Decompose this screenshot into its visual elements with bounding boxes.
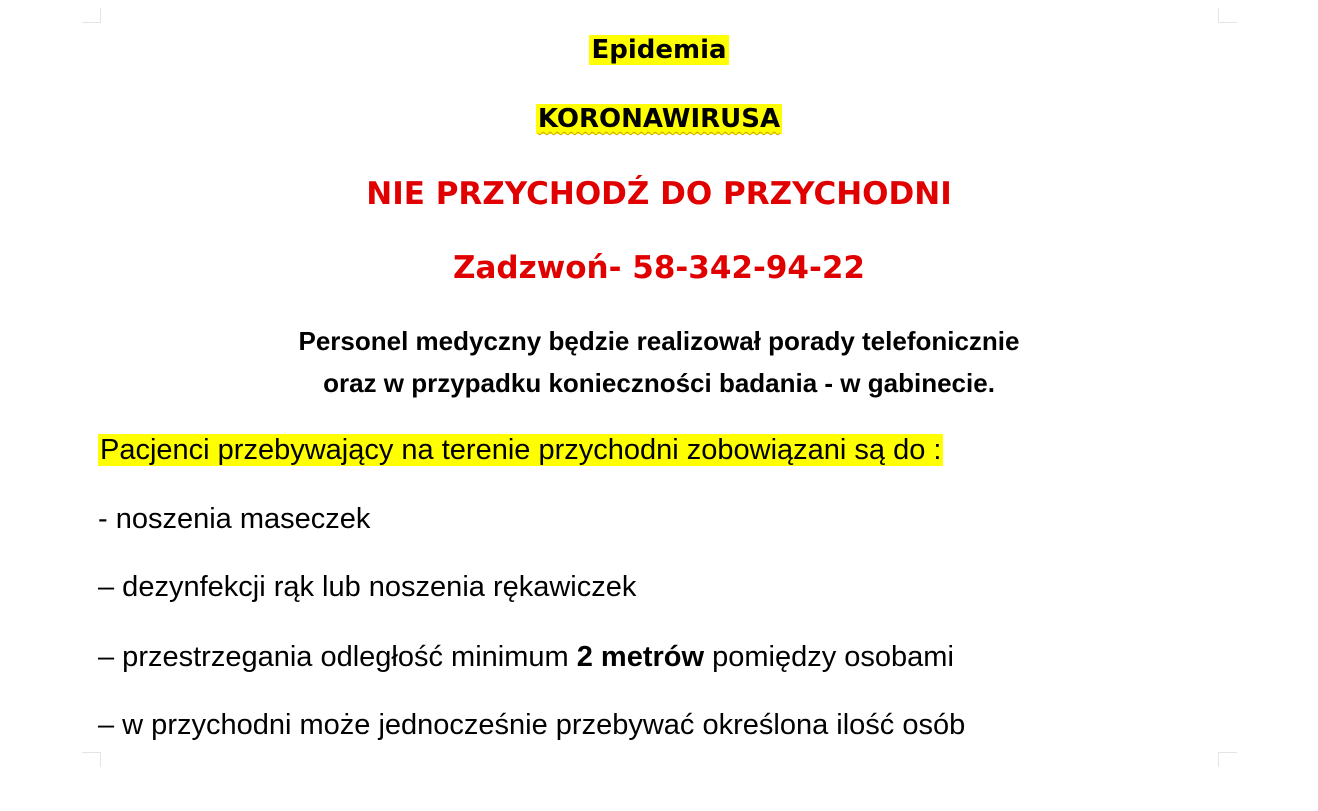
warning-headline: NIE PRZYCHODŹ DO PRZYCHODNI — [366, 176, 952, 212]
title-epidemia-text: Epidemia — [591, 35, 727, 65]
rules-intro — [98, 431, 943, 469]
rule-item-distance-bold: 2 metrów — [576, 641, 705, 673]
rule-item-distance-before: – przestrzegania odległość minimum — [98, 641, 577, 673]
title-koronawirusa-text: KORONAWIRUSA — [537, 104, 781, 134]
rule-item-distance-after: pomiędzy osobami — [704, 641, 954, 673]
call-phone-number: Zadzwoń- 58-342-94-22 — [452, 250, 866, 286]
title-epidemia — [0, 30, 1318, 70]
page-corner-mark — [1218, 8, 1237, 23]
rules-intro-text: Pacjenci przebywający na terenie przychodni zobowiązani są do : — [100, 434, 942, 466]
info-line-2: oraz w przypadku konieczności badania - w gabinecie. — [323, 368, 995, 398]
rule-item-limited-people: – w przychodni może jednocześnie przebywać określona ilość osób — [98, 709, 966, 741]
rule-item-distance — [98, 638, 954, 676]
title-koronawirusa — [0, 99, 1318, 139]
page-corner-mark — [82, 8, 101, 23]
info-line-1: Personel medyczny będzie realizował porady telefonicznie — [298, 326, 1020, 356]
rule-item-masks: - noszenia maseczek — [98, 503, 371, 535]
rule-item-disinfection: – dezynfekcji rąk lub noszenia rękawiczek — [98, 571, 637, 603]
page-corner-mark — [1218, 752, 1237, 767]
page-corner-mark — [82, 752, 101, 767]
